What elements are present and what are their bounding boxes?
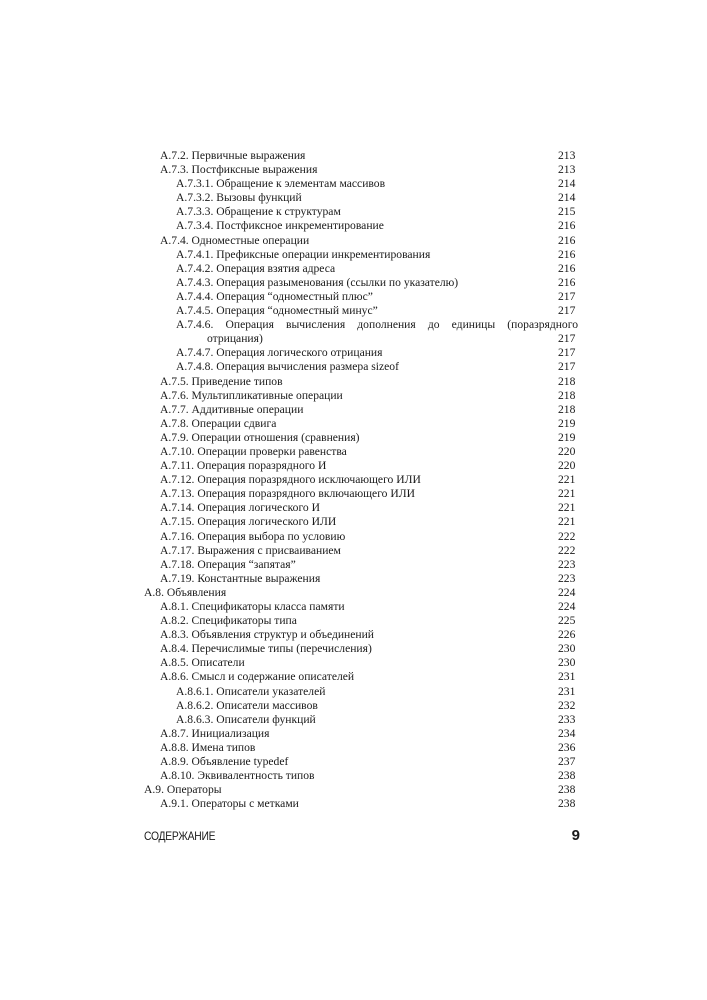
toc-entry-title: А.7.3.3. Обращение к структурам — [176, 205, 341, 219]
toc-entry — [144, 304, 582, 318]
toc-entry — [144, 769, 582, 783]
toc-entry — [144, 670, 582, 684]
toc-entry-title: А.7.9. Операции отношения (сравнения) — [160, 430, 360, 444]
toc-entry-title: А.7.4.7. Операция логического отрицания — [176, 346, 383, 360]
toc-entry — [144, 346, 582, 360]
toc-entry-page: 231 — [558, 684, 576, 698]
toc-entry-title: А.8. Объявления — [144, 585, 227, 599]
toc-entry-title: А.8.9. Объявление typedef — [160, 755, 289, 769]
toc-entry-title: А.9.1. Операторы с метками — [160, 797, 299, 811]
toc-entry-title: А.7.3.2. Вызовы функций — [176, 191, 302, 205]
toc-entry-title: А.7.4. Одноместные операции — [160, 233, 310, 247]
toc-entry — [144, 417, 582, 431]
toc-entry-title: А.8.6.3. Описатели функций — [176, 712, 316, 726]
toc-entry — [144, 515, 582, 529]
toc-entry-title-continuation: отрицания) — [207, 332, 263, 346]
toc-entry — [144, 530, 582, 544]
toc-entry-page: 226 — [558, 628, 576, 642]
toc-entry — [144, 431, 582, 445]
page-number: 9 — [571, 827, 580, 844]
toc-entry — [144, 614, 582, 628]
toc-entry-title: А.7.15. Операция логического ИЛИ — [160, 515, 337, 529]
toc-entry-page: 234 — [558, 726, 576, 740]
toc-entry — [144, 459, 582, 473]
toc-entry-title: А.7.3.4. Постфиксное инкрементирование — [176, 219, 384, 233]
toc-entry — [144, 149, 582, 163]
toc-entry — [144, 487, 582, 501]
toc-entry-title: А.8.10. Эквивалентность типов — [160, 769, 315, 783]
toc-entry-page: 230 — [558, 642, 576, 656]
toc-entry-page: 213 — [558, 149, 576, 162]
toc-entry — [144, 360, 582, 374]
toc-entry-title: А.8.4. Перечислимые типы (перечисления) — [160, 642, 372, 656]
toc-entry-title: А.7.12. Операция поразрядного исключающего ИЛИ — [160, 473, 421, 487]
toc-entry-page: 214 — [558, 191, 576, 205]
toc-entry-title: А.7.7. Аддитивные операции — [160, 402, 304, 416]
toc-entry — [144, 262, 582, 276]
toc-entry-page: 220 — [558, 444, 576, 458]
toc-entry — [144, 572, 582, 586]
toc-entry — [144, 234, 582, 248]
toc-entry-page: 233 — [558, 712, 576, 726]
toc-entry-title: А.7.4.6. Операция вычисления дополнения до единицы (поразрядного — [176, 318, 578, 332]
toc-entry-title: А.7.4.2. Операция взятия адреса — [176, 261, 336, 275]
toc-entry — [144, 163, 582, 177]
toc-entry-page: 218 — [558, 402, 576, 416]
toc-entry-page: 218 — [558, 374, 576, 388]
toc-entry — [144, 290, 582, 304]
toc-entry-page: 236 — [558, 740, 576, 754]
toc-entry-page: 231 — [558, 670, 576, 684]
toc-entry-page: 220 — [558, 459, 576, 473]
toc-entry-title: А.9. Операторы — [144, 783, 222, 797]
table-of-contents — [144, 149, 582, 811]
toc-entry — [144, 558, 582, 572]
toc-entry-page: 230 — [558, 656, 576, 670]
toc-entry-page: 223 — [558, 557, 576, 571]
toc-entry-title: А.7.11. Операция поразрядного И — [160, 459, 327, 473]
toc-entry-title: А.8.1. Спецификаторы класса памяти — [160, 600, 345, 613]
toc-entry-title: А.7.5. Приведение типов — [160, 374, 283, 388]
toc-entry-title: А.7.4.8. Операция вычисления размера sizeof — [176, 360, 399, 374]
toc-entry-title: А.7.4.1. Префиксные операции инкрементирования — [176, 247, 431, 261]
toc-entry-page: 238 — [558, 797, 576, 811]
toc-entry-page: 217 — [558, 304, 576, 318]
toc-entry — [144, 248, 582, 262]
toc-entry-title: А.7.6. Мультипликативные операции — [160, 388, 343, 402]
toc-entry-page: 225 — [558, 614, 576, 628]
toc-entry-page: 222 — [558, 543, 576, 557]
toc-entry — [144, 713, 582, 727]
toc-entry-title: А.8.6.2. Описатели массивов — [176, 698, 318, 712]
toc-entry — [144, 191, 582, 205]
toc-entry — [144, 389, 582, 403]
toc-entry — [144, 445, 582, 459]
toc-entry-page: 232 — [558, 698, 576, 712]
toc-entry-title: А.7.16. Операция выбора по условию — [160, 529, 346, 543]
toc-entry-page: 219 — [558, 416, 576, 430]
toc-entry — [144, 727, 582, 741]
toc-entry — [144, 586, 582, 600]
toc-entry-title: А.8.8. Имена типов — [160, 740, 256, 754]
toc-entry — [144, 375, 582, 389]
toc-entry-page: 217 — [558, 346, 576, 360]
toc-entry-page: 214 — [558, 177, 576, 191]
toc-entry-page: 238 — [558, 769, 576, 783]
toc-entry-page: 219 — [558, 430, 576, 444]
toc-entry — [144, 318, 582, 346]
toc-entry — [144, 219, 582, 233]
toc-entry-title: А.7.14. Операция логического И — [160, 501, 320, 515]
toc-entry-title: А.7.17. Выражения с присваиванием — [160, 543, 341, 557]
toc-entry — [144, 699, 582, 713]
toc-entry-page: 238 — [558, 783, 576, 797]
toc-entry — [144, 642, 582, 656]
toc-entry-title: А.8.6.1. Описатели указателей — [176, 684, 326, 698]
toc-entry-title: А.7.3. Постфиксные выражения — [160, 163, 318, 177]
toc-entry — [144, 544, 582, 558]
toc-entry-title: А.8.6. Смысл и содержание описателей — [160, 670, 355, 684]
toc-entry-page: 221 — [558, 515, 576, 529]
toc-entry-title: А.8.2. Спецификаторы типа — [160, 614, 297, 628]
toc-entry-page: 224 — [558, 585, 576, 599]
toc-entry — [144, 205, 582, 219]
toc-entry-page: 215 — [558, 205, 576, 219]
toc-entry — [144, 473, 582, 487]
toc-entry-page: 223 — [558, 571, 576, 585]
toc-entry-title: А.8.7. Инициализация — [160, 726, 270, 740]
toc-entry — [144, 741, 582, 755]
toc-entry-title: А.7.4.5. Операция “одноместный минус” — [176, 304, 378, 318]
toc-entry — [144, 628, 582, 642]
toc-entry-page: 217 — [558, 289, 576, 303]
toc-entry-page: 217 — [558, 360, 576, 374]
toc-entry-title: А.7.18. Операция “запятая” — [160, 557, 296, 571]
toc-entry-page: 218 — [558, 388, 576, 402]
toc-entry — [144, 755, 582, 769]
toc-entry-title: А.7.4.4. Операция “одноместный плюс” — [176, 289, 373, 303]
toc-entry-page: 237 — [558, 755, 576, 769]
toc-entry-title: А.8.3. Объявления структур и объединений — [160, 628, 375, 642]
toc-entry-page: 217 — [558, 332, 576, 346]
toc-entry-page: 222 — [558, 529, 576, 543]
toc-entry — [144, 685, 582, 699]
toc-entry — [144, 656, 582, 670]
toc-entry-page: 221 — [558, 501, 576, 515]
toc-entry-title: А.7.13. Операция поразрядного включающего ИЛИ — [160, 487, 415, 501]
toc-entry-page: 216 — [558, 275, 576, 289]
toc-entry-title: А.7.19. Константные выражения — [160, 571, 321, 585]
toc-entry — [144, 276, 582, 290]
toc-entry-title: А.7.4.3. Операция разыменования (ссылки по указателю) — [176, 275, 459, 289]
toc-entry-title: А.7.3.1. Обращение к элементам массивов — [176, 177, 386, 191]
toc-entry — [144, 403, 582, 417]
toc-entry — [144, 501, 582, 515]
toc-entry-title: А.8.5. Описатели — [160, 656, 245, 670]
toc-entry — [144, 600, 582, 614]
toc-entry-page: 216 — [558, 261, 576, 275]
running-title: СОДЕРЖАНИЕ — [144, 829, 216, 843]
toc-entry-title: А.7.2. Первичные выражения — [160, 149, 306, 162]
toc-entry — [144, 783, 582, 797]
toc-entry-page: 221 — [558, 487, 576, 501]
toc-entry-page: 216 — [558, 219, 576, 233]
toc-entry — [144, 797, 582, 811]
toc-entry-page: 216 — [558, 233, 576, 247]
toc-entry-page: 213 — [558, 163, 576, 177]
toc-entry-title: А.7.8. Операции сдвига — [160, 416, 277, 430]
toc-entry-page: 221 — [558, 473, 576, 487]
page-footer — [144, 827, 582, 845]
toc-entry-title: А.7.10. Операции проверки равенства — [160, 444, 347, 458]
toc-entry-page: 224 — [558, 600, 576, 613]
toc-entry-page: 216 — [558, 247, 576, 261]
toc-entry — [144, 177, 582, 191]
